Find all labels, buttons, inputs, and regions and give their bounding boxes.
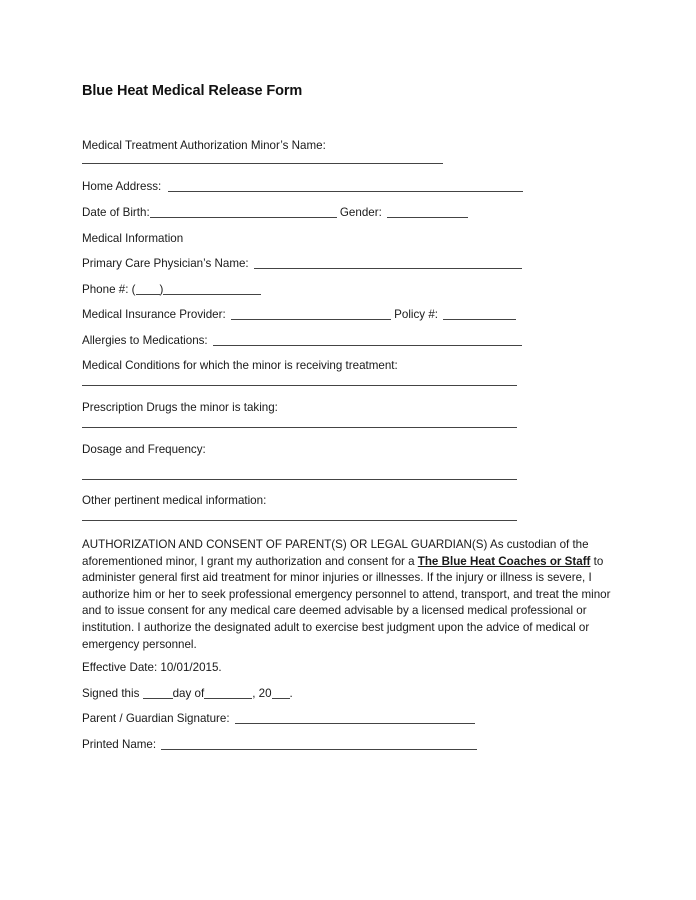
consent-paragraph [82,537,622,653]
dosage-field[interactable] [82,479,517,480]
phone-paren-close: ) [159,283,164,296]
physician-label: Primary Care Physician’s Name: [82,257,249,270]
home-address-row [82,180,523,194]
prescriptions-field[interactable] [82,427,517,428]
prescriptions-label: Prescription Drugs the minor is taking: [82,401,278,414]
dob-field[interactable] [150,206,337,218]
dob-label: Date of Birth: [82,206,150,219]
guardian-signature-field[interactable] [235,712,475,724]
other-info-field[interactable] [82,520,517,521]
policy-field[interactable] [443,308,516,320]
insurance-field[interactable] [231,308,391,320]
phone-label: Phone #: ( [82,283,136,296]
physician-field[interactable] [254,257,522,269]
guardian-signature-row [82,712,475,726]
printed-name-row [82,738,477,752]
conditions-label: Medical Conditions for which the minor is receiving treatment: [82,359,398,372]
phone-number-field[interactable] [163,283,261,295]
year-prefix: , 20 [252,687,272,700]
other-info-label: Other pertinent medical information: [82,494,267,507]
minor-name-field[interactable] [82,163,443,164]
guardian-signature-label: Parent / Guardian Signature: [82,712,230,725]
printed-name-label: Printed Name: [82,738,157,751]
gender-field[interactable] [387,206,468,218]
allergies-field[interactable] [213,334,522,346]
signed-year-field[interactable] [272,687,290,699]
dob-gender-row [82,206,468,220]
dosage-label: Dosage and Frequency: [82,443,206,456]
phone-row [82,283,261,297]
signed-period: . [289,687,293,700]
phone-area-code-field[interactable] [136,283,160,295]
insurance-label: Medical Insurance Provider: [82,308,226,321]
consent-emphasis: The Blue Heat Coaches or Staff [417,554,591,568]
minor-name-label: Medical Treatment Authorization Minor’s Name: [82,139,326,152]
printed-name-field[interactable] [161,738,477,750]
consent-text-before: AUTHORIZATION AND CONSENT OF PARENT(S) OR LEGAL GUARDIAN(S) As custodian of the aforementioned minor, I grant my authorization and consent for a [82,538,589,568]
gender-label: Gender: [339,206,382,219]
conditions-field[interactable] [82,385,517,386]
effective-date: Effective Date: 10/01/2015. [82,661,222,674]
insurance-row [82,308,516,322]
signed-day-field[interactable] [143,687,173,699]
home-address-label: Home Address: [82,180,162,193]
policy-label: Policy #: [394,308,438,321]
signed-month-field[interactable] [204,687,252,699]
signed-this-label: Signed this [82,687,143,700]
page-title: Blue Heat Medical Release Form [82,83,303,99]
home-address-field[interactable] [168,180,523,192]
allergies-label: Allergies to Medications: [82,334,208,347]
signed-this-row [82,687,293,701]
consent-text-after: to administer general first aid treatment for minor injuries or illnesses. If the injury or illness is severe, I authorize him or her to seek professional emergency personnel to attend, transport, and treat the minor and to issue consent for any medical care deemed advisable by a licensed medical professional or institution. I authorize the designated adult to exercise best judgment upon the advice of medical or emergency personnel. [82,554,611,651]
physician-row [82,257,522,271]
medical-info-heading: Medical Information [82,232,184,245]
allergies-row [82,334,522,348]
day-of-label: day of [172,687,205,700]
